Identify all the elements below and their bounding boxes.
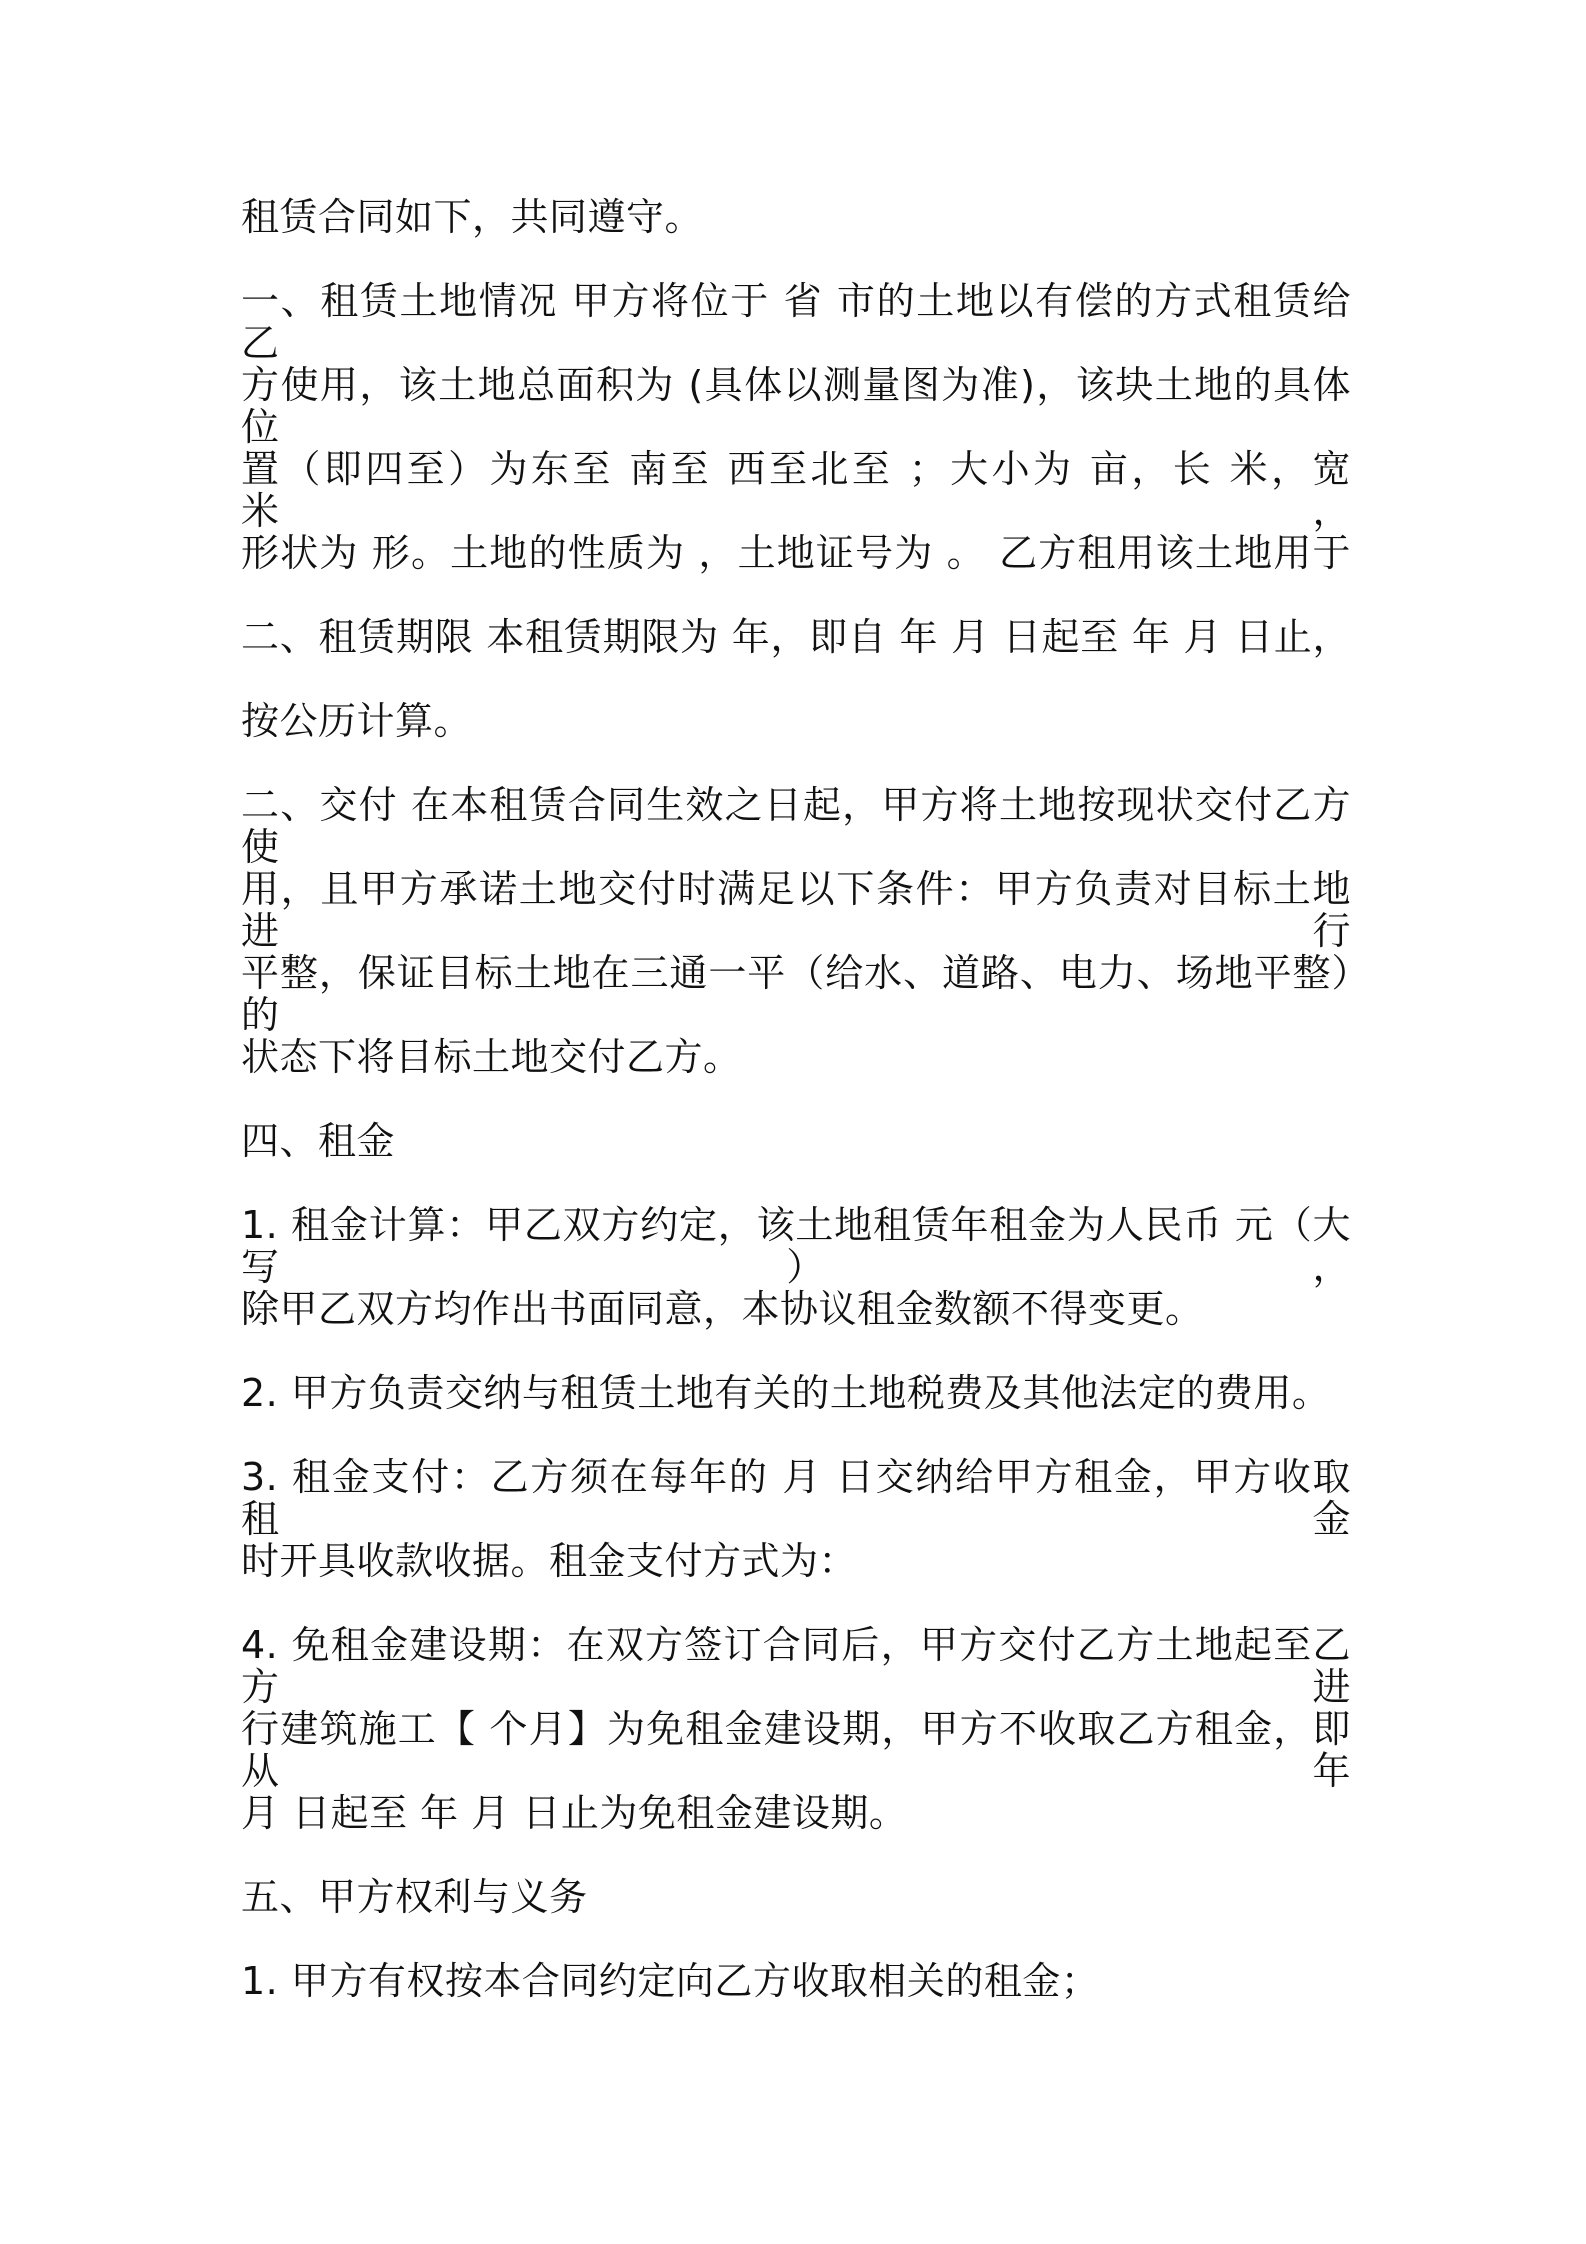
contract-body [241,196,1351,2044]
text-line: 平整，保证目标土地在三通一平（给水、道路、电力、场地平整）的 [241,951,1351,1037]
text-line: 4. 免租金建设期：在双方签订合同后，甲方交付乙方土地起至乙方进 [241,1623,1351,1709]
text-line: 月 日起至 年 月 日止为免租金建设期。 [241,1791,908,1835]
text-line: 1. 甲方有权按本合同约定向乙方收取相关的租金； [241,1959,1100,2003]
text-line: 二、交付 在本租赁合同生效之日起，甲方将土地按现状交付乙方使 [241,783,1351,869]
text-line: 状态下将目标土地交付乙方。 [241,1035,742,1079]
section-heading: 四、租金 [241,1119,396,1163]
text-line: 一、租赁土地情况 甲方将位于 省 市的土地以有偿的方式租赁给乙 [241,279,1351,365]
text-line: 除甲乙双方均作出书面同意，本协议租金数额不得变更。 [241,1287,1204,1331]
section-heading: 五、甲方权利与义务 [241,1875,588,1919]
text-line: 形状为 形。土地的性质为 ，土地证号为 。 乙方租用该土地用于 [241,531,1351,575]
text-line: 二、租赁期限 本租赁期限为 年，即自 年 月 日起至 年 月 日止， [241,615,1351,659]
text-line: 按公历计算。 [241,699,473,743]
text-line: 方使用，该土地总面积为 (具体以测量图为准)，该块土地的具体位 [241,363,1351,449]
text-line: 置（即四至）为东至 南至 西至北至 ；大小为 亩，长 米，宽 米， [241,447,1351,533]
text-line: 租赁合同如下，共同遵守。 [241,195,704,239]
text-line: 行建筑施工【 个月】为免租金建设期，甲方不收取乙方租金，即从 年 [241,1707,1351,1793]
text-line: 时开具收款收据。租金支付方式为： [241,1539,858,1583]
text-line: 3. 租金支付：乙方须在每年的 月 日交纳给甲方租金，甲方收取租金 [241,1455,1351,1541]
text-line: 1. 租金计算：甲乙双方约定，该土地租赁年租金为人民币 元（大写）， [241,1203,1351,1289]
text-line: 用，且甲方承诺土地交付时满足以下条件：甲方负责对目标土地进行 [241,867,1351,953]
text-line: 2. 甲方负责交纳与租赁土地有关的土地税费及其他法定的费用。 [241,1371,1331,1415]
